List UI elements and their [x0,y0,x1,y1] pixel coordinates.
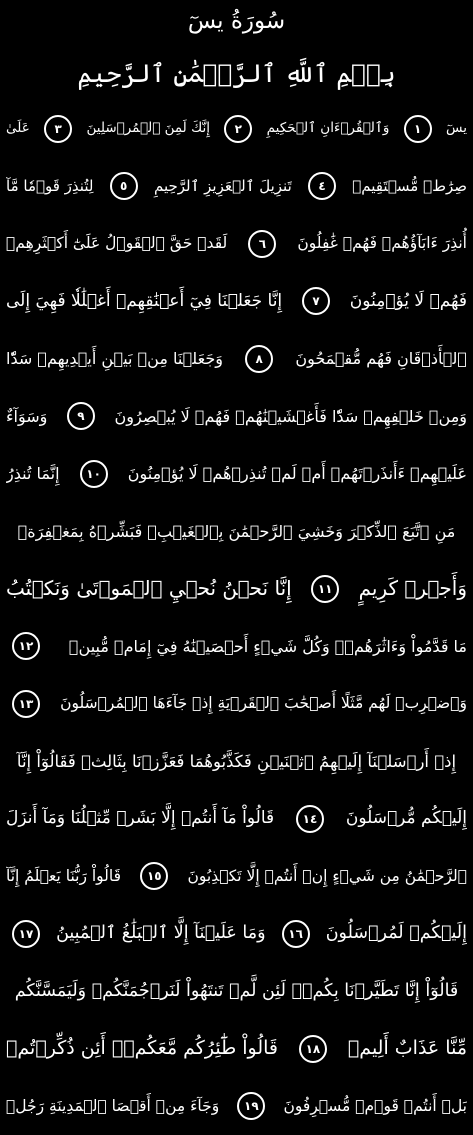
verse-number-marker: ١ [404,115,432,143]
verse-text: مِّنَّا عَذَابٌ أَلِيمٞ [348,1020,467,1077]
verse-text: إِنَّا نَحۡنُ نُحۡيِ ٱلۡمَوۡتَىٰ وَنَكۡتُبُ [6,560,292,617]
verse-text: إِلَيۡكُم مُّرۡسَلُونَ [346,790,467,847]
verse-text: عَلَيۡهِمۡ ءَأَنذَرۡتَهُمۡ أَمۡ لَمۡ تُنذِرۡهُمۡ لَا يُؤۡمِنُونَ [128,445,467,502]
verse-number-marker: ٢ [224,115,252,143]
verse-text: وَجَعَلۡنَا مِنۢ بَيۡنِ أَيۡدِيهِمۡ سَدّٗا [6,330,223,387]
verse-number-marker: ١٢ [12,632,40,660]
verse-text: وَمِنۡ خَلۡفِهِمۡ سَدّٗا فَأَغۡشَيۡنَٰهُمۡ فَهُمۡ لَا يُبۡصِرُونَ [115,388,467,445]
verse-number-marker: ٤ [308,172,336,200]
text-line [6,503,467,561]
surah-title: سُورَةُ يسٓ [0,4,473,38]
verse-lines [6,100,467,1135]
verse-text: قَالُواْ رَبُّنَا يَعۡلَمُ إِنَّآ [6,848,121,905]
text-line [6,388,467,446]
verse-number-marker: ١٧ [12,920,40,948]
text-line [6,215,467,273]
verse-text: إِذۡ أَرۡسَلۡنَآ إِلَيۡهِمُ ٱثۡنَيۡنِ فَكَذَّبُوهُمَا فَعَزَّزۡنَا بِثَالِثٖ فَقَالُوٓاْ إِنَّآ [17,733,456,790]
verse-number-marker: ١٨ [299,1035,327,1063]
verse-text: وَأَجۡرٖ كَرِيمٍ [359,560,467,617]
text-line [6,100,467,158]
verse-text: وَٱلۡقُرۡءَانِ ٱلۡحَكِيمِ [267,100,390,157]
verse-number-marker: ٦ [248,230,276,258]
text-line [6,445,467,503]
verse-number-marker: ١٤ [296,805,324,833]
verse-number-marker: ٣ [44,115,72,143]
verse-text: يسٓ [446,100,467,157]
verse-text: صِرَٰطٖ مُّسۡتَقِيمٖ [352,158,467,215]
verse-number-marker: ١٦ [282,920,310,948]
text-line [6,905,467,963]
verse-text: مَا قَدَّمُواْ وَءَاثَٰرَهُمۡۚ وَكُلَّ شَيۡءٍ أَحۡصَيۡنَٰهُ فِيٓ إِمَامٖ مُّبِينٖ [69,618,467,675]
verse-text: مَنِ ٱتَّبَعَ ٱلذِّكۡرَ وَخَشِيَ ٱلرَّحۡمَٰنَ بِٱلۡغَيۡبِۖ فَبَشِّرۡهُ بِمَغۡفِرَةٖ [18,503,456,560]
verse-text: وَسَوَآءٌ [6,388,47,445]
verse-text: وَجَآءَ مِنۡ أَقۡصَا ٱلۡمَدِينَةِ رَجُلٞ [6,1078,219,1135]
verse-number-marker: ١٠ [80,460,108,488]
verse-text: قَالُوٓاْ إِنَّا تَطَيَّرۡنَا بِكُمۡۖ لَئِن لَّمۡ تَنتَهُواْ لَنَرۡجُمَنَّكُمۡ وَلَيَمَسَّنَّكُم [15,963,459,1020]
verse-text: إِلَيۡكُمۡ لَمُرۡسَلُونَ [326,905,467,962]
verse-text: قَالُواْ مَآ أَنتُمۡ إِلَّا بَشَرٞ مِّثۡلُنَا وَمَآ أَنزَلَ [6,790,274,847]
verse-number-marker: ١٥ [140,862,168,890]
text-line [6,963,467,1021]
verse-text: ٱلرَّحۡمَٰنُ مِن شَيۡءٍ إِنۡ أَنتُمۡ إِلَّا تَكۡذِبُونَ [188,848,467,905]
text-line [6,330,467,388]
verse-number-marker: ١١ [311,575,339,603]
verse-text: لِتُنذِرَ قَوۡمٗا مَّآ [6,158,93,215]
text-line [6,158,467,216]
text-line [6,848,467,906]
verse-text: ٱلۡأَذۡقَانِ فَهُم مُّقۡمَحُونَ [295,330,467,387]
text-line [6,560,467,618]
basmala: بِسۡمِ ٱللَّهِ ٱلرَّحۡمَٰنِ ٱلرَّحِيمِ [60,52,413,96]
verse-text: بَلۡ أَنتُمۡ قَوۡمٞ مُّسۡرِفُونَ [284,1078,467,1135]
verse-text: قَالُواْ طَٰٓئِرُكُم مَّعَكُمۡۚ أَئِن ذُكِّرۡتُمۚ [6,1020,278,1077]
verse-text: إِنَّكَ لَمِنَ ٱلۡمُرۡسَلِينَ [87,100,210,157]
verse-number-marker: ١٩ [237,1092,265,1120]
verse-text: تَنزِيلَ ٱلۡعَزِيزِ ٱلرَّحِيمِ [154,158,292,215]
verse-text: وَٱضۡرِبۡ لَهُم مَّثَلًا أَصۡحَٰبَ ٱلۡقَرۡيَةِ إِذۡ جَآءَهَا ٱلۡمُرۡسَلُونَ [60,675,467,732]
text-line [6,273,467,331]
text-line [6,1020,467,1078]
verse-text: فَهُمۡ لَا يُؤۡمِنُونَ [350,273,467,330]
verse-number-marker: ٧ [302,287,330,315]
verse-number-marker: ٩ [67,402,95,430]
verse-text: عَلَىٰ [6,100,30,157]
text-line [6,675,467,733]
verse-text: أُنذِرَ ءَابَآؤُهُمۡ فَهُمۡ غَٰفِلُونَ [297,215,467,272]
text-line [6,733,467,791]
text-line [6,790,467,848]
verse-text: وَمَا عَلَيۡنَآ إِلَّا ٱلۡبَلَٰغُ ٱلۡمُبِينُ [56,905,265,962]
text-line [6,618,467,676]
verse-number-marker: ١٣ [12,690,40,718]
verse-text: إِنَّا جَعَلۡنَا فِيٓ أَعۡنَٰقِهِمۡ أَغۡلَٰلٗا فَهِيَ إِلَى [6,273,282,330]
verse-number-marker: ٥ [110,172,138,200]
verse-text: إِنَّمَا تُنذِرُ [6,445,60,502]
verse-text: لَقَدۡ حَقَّ ٱلۡقَوۡلُ عَلَىٰٓ أَكۡثَرِهِمۡ [6,215,227,272]
text-line [6,1078,467,1135]
verse-number-marker: ٨ [245,345,273,373]
